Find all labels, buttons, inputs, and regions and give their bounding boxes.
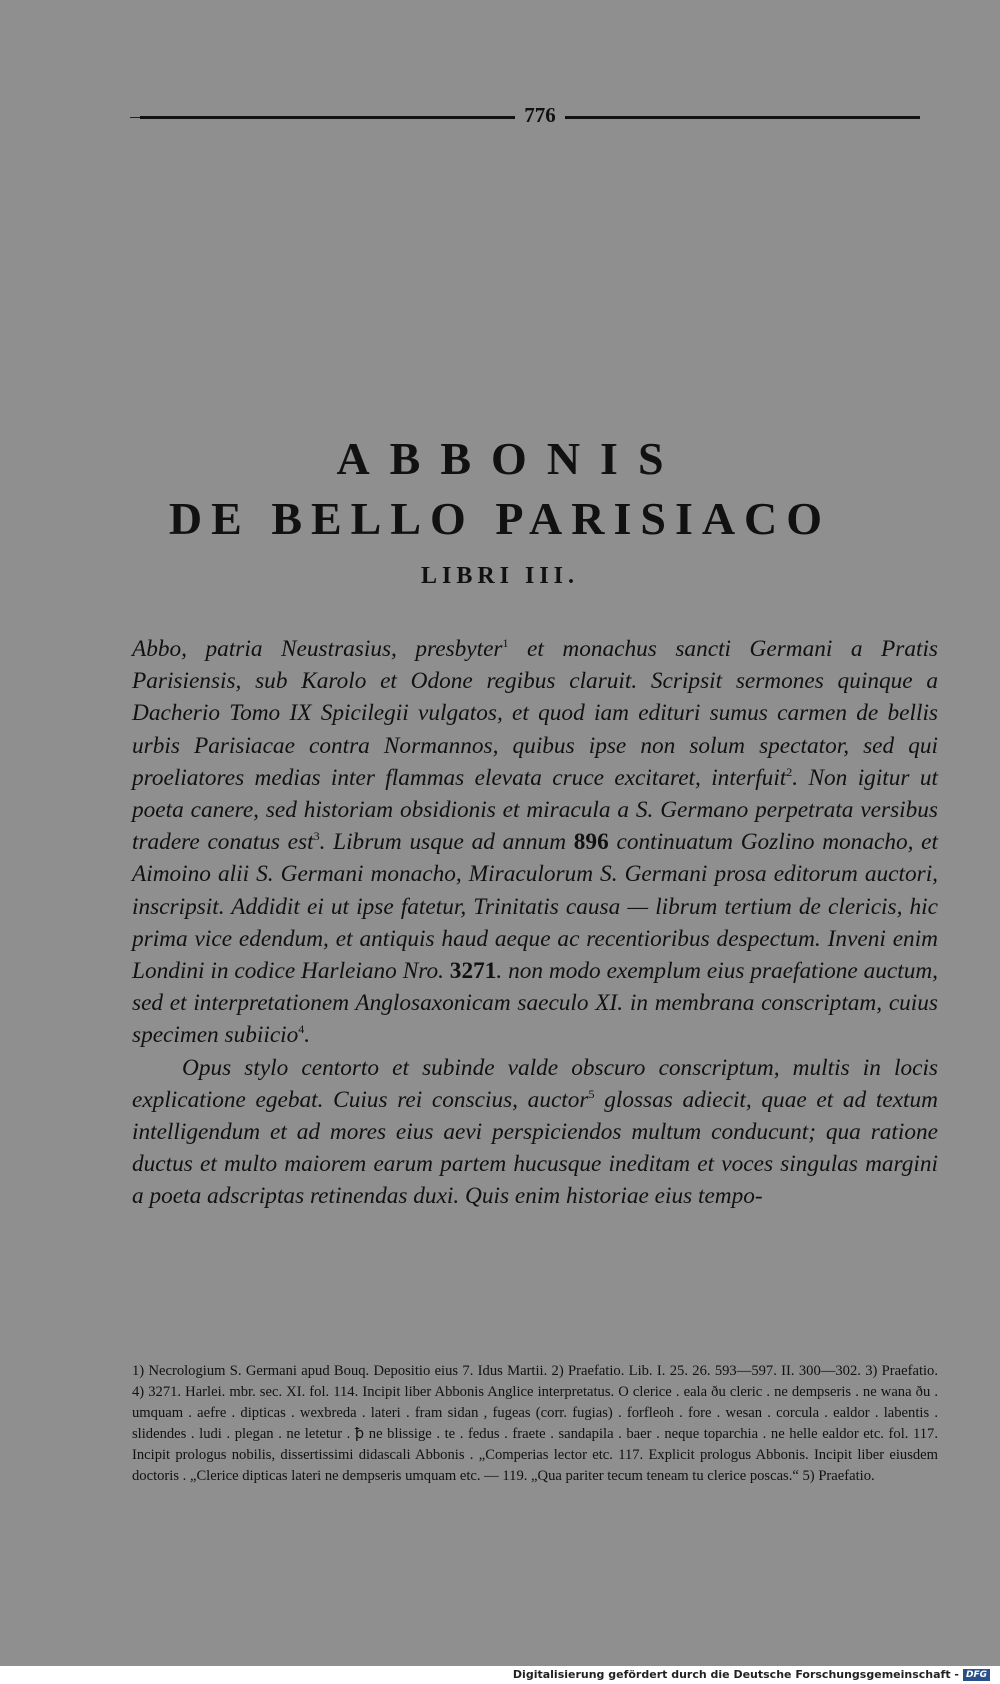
text-run: et monachus sancti Germani a Pratis Parisiensis, sub Karolo et Odone regibus claruit. Scripsit sermones quinque a Dacherio Tomo IX Spicilegii vulgatos, et quod iam edituri sumus carmen de bellis urbis Parisiacae contra Normannos, quibus ipse non solum spectator, sed qui proeliatores medias inter flammas elevata cruce excitaret, interfuit — [132, 636, 939, 791]
footnote-ref-5: 5 — [588, 1087, 595, 1102]
footnote-ref-1: 1 — [502, 636, 509, 651]
body-text — [132, 633, 938, 1213]
footnote-ref-3: 3 — [313, 829, 320, 844]
footnotes — [132, 1361, 938, 1488]
footer-text: Digitalisierung gefördert durch die Deutsche Forschungsgemeinschaft - — [512, 1668, 959, 1681]
paragraph-2 — [132, 1052, 938, 1213]
page-number-header — [140, 103, 920, 127]
text-run: . Non igitur ut poeta canere, sed historiam obsidionis et miracula a S. Germano perpetrata versibus tradere conatus est — [132, 764, 938, 856]
text-run: . non modo exemplum eius praefatione auctum, sed et interpretationem Anglosaxonicam saeculo XI. in membrana conscriptam, cuius specimen subiicio — [132, 958, 938, 1049]
header-rule-left — [140, 116, 515, 119]
year-number: 896 — [573, 829, 609, 856]
page-number: 776 — [524, 103, 556, 127]
text-run: Abbo, patria Neustrasius, presbyter — [132, 636, 503, 662]
text-run: Opus stylo centorto et subinde valde obscuro conscriptum, multis in locis explicatione egebat. Cuius rei conscius, auctor — [132, 1054, 938, 1113]
text-run: glossas adiecit, quae et ad textum intelligendum et ad mores eius aevi perspiciendos multum conducunt; qua ratione ductus et multo maiorem earum partem hucusque ineditam et voces singulas margini a poeta adscriptas retinendas duxi. Quis enim historiae eius tempo- — [132, 1086, 938, 1210]
dfg-logo: DFG — [963, 1669, 990, 1681]
footnote-ref-2: 2 — [786, 765, 793, 780]
digitization-credit — [513, 1668, 990, 1681]
text-run: continuatum Gozlino monacho, et Aimoino alii S. Germani monacho, Miraculorum S. Germani prosa editorum auctori, inscripsit. Addidit ei ut ipse fatetur, Trinitatis causa — librum tertium de clericis, hic prima vice edendum, et antiquis haud aeque ac recentioribus despectum. Inveni enim Londini in codice Harleiano Nro. — [132, 829, 938, 985]
codex-number: 3271 — [449, 958, 497, 985]
title-line-2: DE BELLO PARISIACO — [168, 493, 832, 544]
header-rule-right — [565, 116, 920, 119]
title-line-3: LIBRI III. — [420, 563, 580, 589]
title-line-1: ABBONIS — [336, 433, 684, 484]
text-run: . Librum usque ad annum — [319, 829, 574, 856]
footnotes-text: 1) Necrologium S. Germani apud Bouq. Depositio eius 7. Idus Martii. 2) Praefatio. Lib. I. 25. 26. 593—597. II. 300—302. 3) Praefatio. 4) 3271. Harlei. mbr. sec. XI. fol. 114. Incipit liber Abbonis Anglice interpretatus. O clerice . eala ðu cleric . ne dempseris . ne wana ðu . umquam . aefre . dipticas . wexbreda . lateri . fram sidan , fugeas (corr. fugias) . forfleoh . fore . wesan . corcula . ealdor . labentis . slidendes . ludi . plegan . ne letetur . ꝥ ne blissige . te . fedus . fraete . sandapila . baer . neque toparchia . ne helle ealdor etc. fol. 117. Incipit prologus nobilis, dissertissimi didascali Abbonis . „Comperias lector etc. 117. Explicit prologus Abbonis. Incipit liber eiusdem doctoris . „Clerice dipticas lateri ne dempseris umquam etc. — 119. „Qua pariter tecum teneam tu clerice poscas.“ 5) Praefatio. — [132, 1363, 938, 1485]
paragraph-1 — [132, 633, 938, 1052]
footnote-ref-4: 4 — [298, 1022, 305, 1037]
text-run: . — [304, 1022, 311, 1049]
